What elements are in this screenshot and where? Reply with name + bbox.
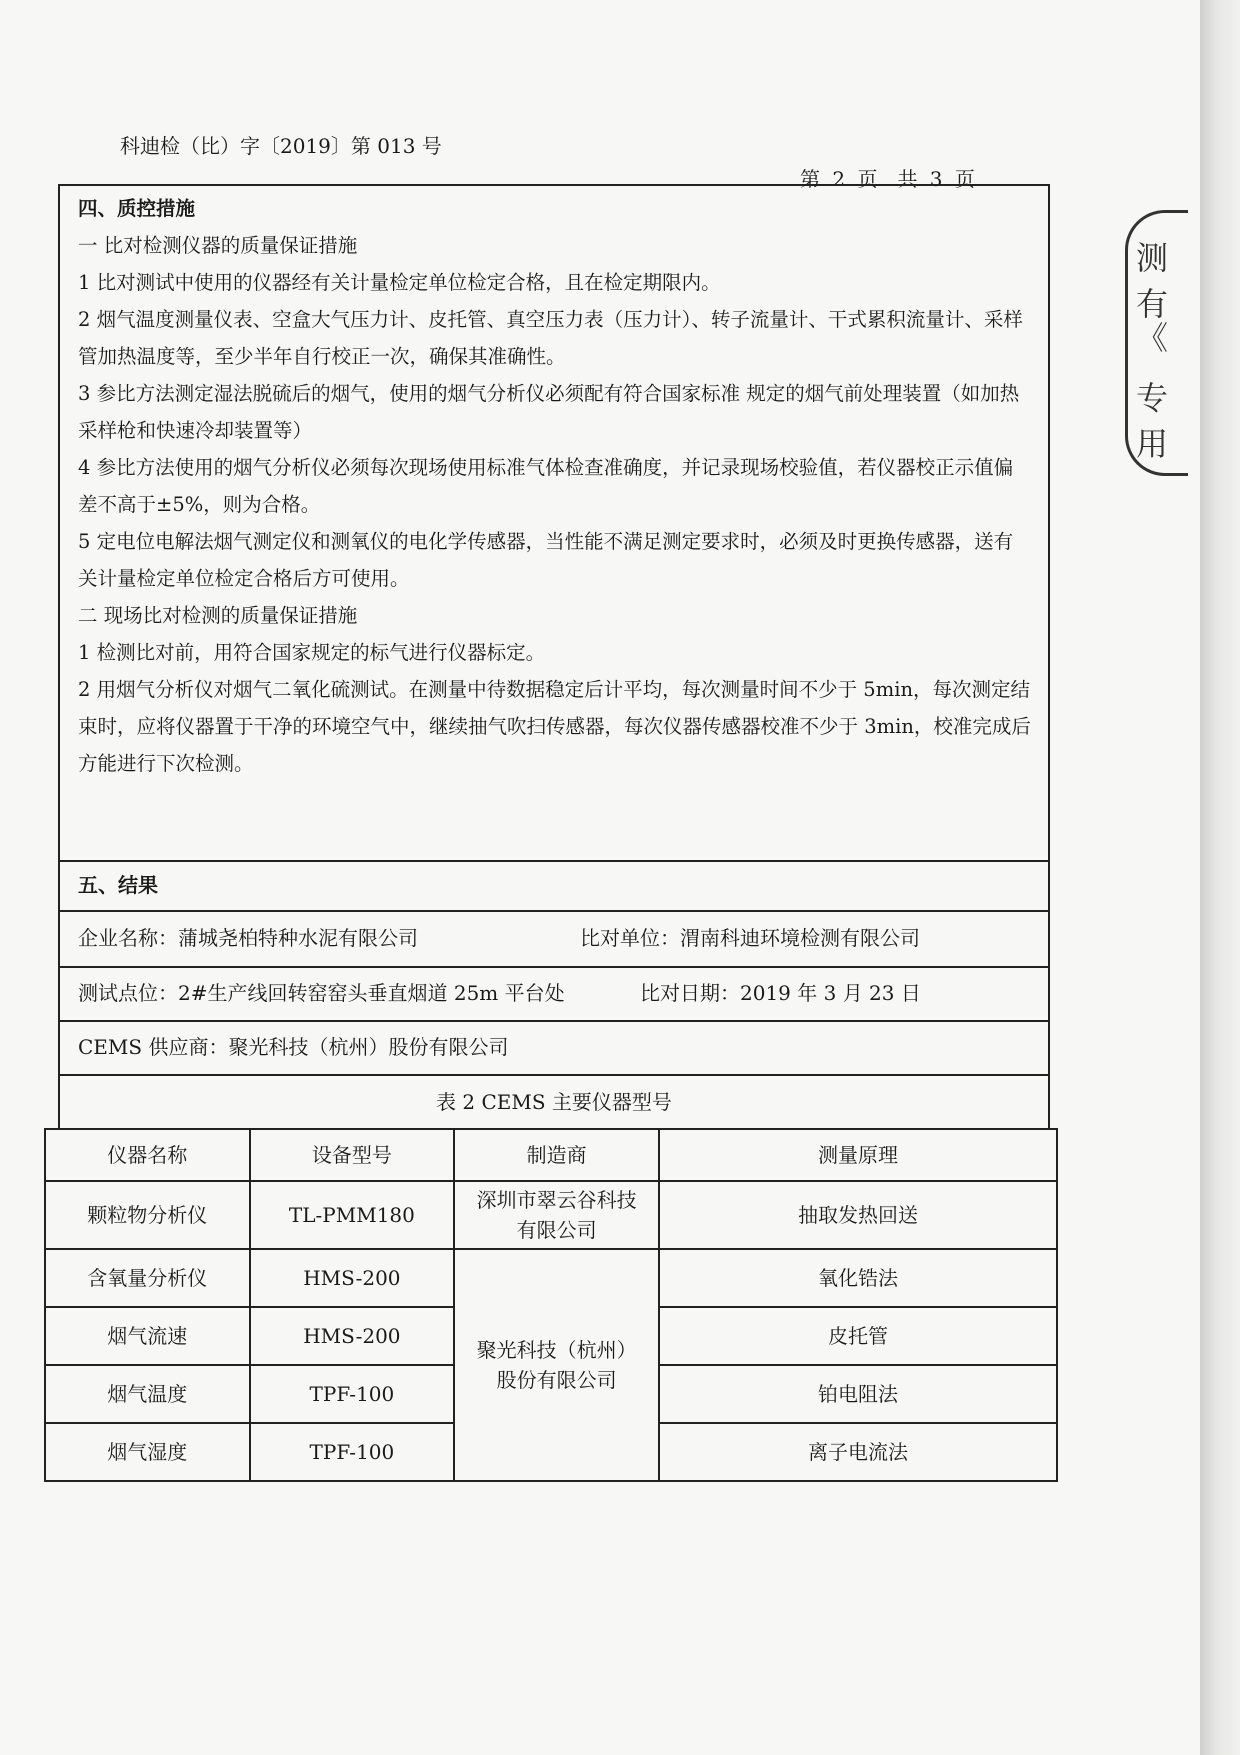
company-name: 企业名称：蒲城尧柏特种水泥有限公司	[78, 926, 418, 950]
paragraph: 一 比对检测仪器的质量保证措施	[78, 234, 358, 257]
cems-supplier: CEMS 供应商：聚光科技（杭州）股份有限公司	[58, 1020, 1050, 1074]
compare-date: 比对日期：2019 年 3 月 23 日	[640, 981, 921, 1005]
header-cell: 制造商	[454, 1129, 659, 1181]
paragraph: 4 参比方法使用的烟气分析仪必须每次现场使用标准气体检查准确度，并记录现场校验值，若仪器校正示值偏差不高于±5%，则为合格。	[78, 456, 1014, 516]
table-cell: 含氧量分析仪	[45, 1249, 250, 1307]
section-quality-control	[58, 184, 1050, 860]
stamp-text: 专用	[1136, 379, 1169, 463]
table-cell: 抽取发热回送	[659, 1181, 1057, 1249]
table-cell: HMS-200	[250, 1307, 455, 1365]
stamp-fragment	[1125, 210, 1188, 476]
test-point-row	[58, 966, 1050, 1020]
paragraph: 2 用烟气分析仪对烟气二氧化硫测试。在测量中待数据稳定后计平均，每次测量时间不少于 5min，每次测定结束时，应将仪器置于干净的环境空气中，继续抽气吹扫传感器，每次仪器传感器校准不少于 3min，校准完成后方能进行下次检测。	[78, 678, 1031, 775]
table-cell: 烟气湿度	[45, 1423, 250, 1481]
table-cell: 烟气流速	[45, 1307, 250, 1365]
table-cell: TL-PMM180	[250, 1181, 455, 1249]
table-cell: 皮托管	[659, 1307, 1057, 1365]
stamp-text: 测有	[1136, 239, 1169, 323]
table-cell: 深圳市翠云谷科技有限公司	[454, 1181, 659, 1249]
table-cell: 铂电阻法	[659, 1365, 1057, 1423]
paragraph: 2 烟气温度测量仪表、空盒大气压力计、皮托管、真空压力表（压力计）、转子流量计、干式累积流量计、采样管加热温度等，至少半年自行校正一次，确保其准确性。	[78, 308, 1023, 368]
paragraph: 5 定电位电解法烟气测定仪和测氧仪的电化学传感器，当性能不满足测定要求时，必须及时更换传感器，送有关计量检定单位检定合格后方可使用。	[78, 530, 1014, 590]
test-point: 测试点位：2#生产线回转窑窑头垂直烟道 25m 平台处	[78, 981, 565, 1005]
section-results-title: 五、结果	[58, 860, 1050, 910]
table-header-row	[45, 1129, 1057, 1181]
table-row	[45, 1181, 1057, 1249]
table-title: 表 2 CEMS 主要仪器型号	[58, 1074, 1050, 1130]
scan-edge	[1200, 0, 1240, 1755]
table-row	[45, 1249, 1057, 1307]
header-cell: 仪器名称	[45, 1129, 250, 1181]
document-number: 科迪检（比）字〔2019〕第 013 号	[120, 134, 442, 158]
table-cell-merged: 聚光科技（杭州）股份有限公司	[454, 1249, 659, 1481]
table-cell: 氧化锆法	[659, 1249, 1057, 1307]
table-cell: TPF-100	[250, 1365, 455, 1423]
table-cell: HMS-200	[250, 1249, 455, 1307]
paragraph: 1 检测比对前，用符合国家规定的标气进行仪器标定。	[78, 641, 546, 664]
table-cell: 颗粒物分析仪	[45, 1181, 250, 1249]
paragraph: 二 现场比对检测的质量保证措施	[78, 604, 358, 627]
table-cell: TPF-100	[250, 1423, 455, 1481]
paragraph: 3 参比方法测定湿法脱硫后的烟气，使用的烟气分析仪必须配有符合国家标准 规定的烟气前处理装置（如加热采样枪和快速冷却装置等）	[78, 382, 1020, 442]
header-cell: 测量原理	[659, 1129, 1057, 1181]
table-cell: 离子电流法	[659, 1423, 1057, 1481]
company-row	[58, 910, 1050, 966]
table-cell: 烟气温度	[45, 1365, 250, 1423]
section-title: 四、质控措施	[78, 197, 196, 220]
header-cell: 设备型号	[250, 1129, 455, 1181]
page-info: 第 2 页 共 3 页	[800, 167, 975, 191]
instrument-table	[44, 1128, 1058, 1482]
compare-unit: 比对单位：渭南科迪环境检测有限公司	[580, 926, 920, 950]
paragraph: 1 比对测试中使用的仪器经有关计量检定单位检定合格，且在检定期限内。	[78, 271, 721, 294]
stamp-text: 《	[1136, 319, 1169, 357]
